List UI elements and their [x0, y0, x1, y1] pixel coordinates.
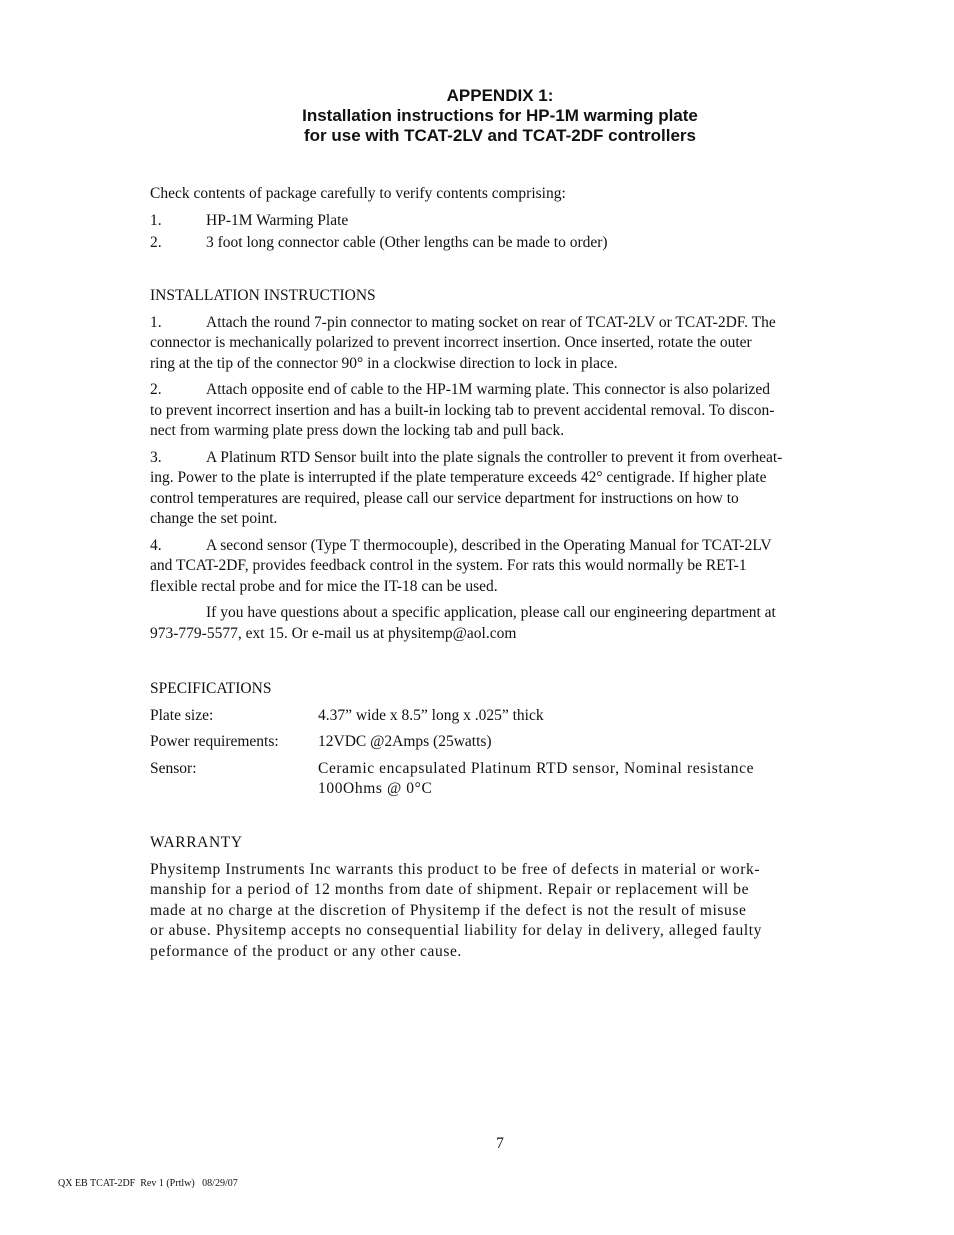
contents-item-text: HP-1M Warming Plate — [206, 211, 349, 229]
step-line: control temperatures are required, please call our service department for instructions on how to — [150, 489, 739, 507]
document-code: QX EB TCAT-2DF Rev 1 (Prtlw) 08/29/07 — [58, 1178, 238, 1189]
contents-item — [150, 211, 850, 232]
installation-step-3 — [150, 448, 850, 530]
spec-value: 100Ohms @ 0°C — [318, 780, 433, 797]
installation-section — [150, 286, 850, 644]
step-line: to prevent incorrect insertion and has a built-in locking tab to prevent accidental removal. To discon- — [150, 401, 775, 419]
step-line: A Platinum RTD Sensor built into the plate signals the controller to prevent it from overheat- — [206, 448, 783, 466]
installation-title: INSTALLATION INSTRUCTIONS — [150, 287, 376, 304]
page-number: 7 — [496, 1135, 504, 1152]
contact-paragraph — [150, 603, 850, 644]
step-line: A second sensor (Type T thermocouple), described in the Operating Manual for TCAT-2LV — [206, 536, 772, 554]
appendix-heading — [150, 86, 850, 146]
contents-item-number: 1. — [150, 211, 162, 229]
warranty-line: peformance of the product or any other cause. — [150, 942, 462, 960]
spec-label: Sensor: — [150, 759, 197, 777]
contents-item-number: 2. — [150, 234, 162, 251]
contents-item-text: 3 foot long connector cable (Other lengths can be made to order) — [206, 234, 608, 251]
warranty-section — [150, 833, 850, 962]
step-line: nect from warming plate press down the locking tab and pull back. — [150, 422, 565, 439]
step-line: flexible rectal probe and for mice the IT-18 can be used. — [150, 577, 498, 595]
step-number: 1. — [150, 313, 162, 331]
spec-row-sensor — [150, 759, 850, 800]
step-line: ing. Power to the plate is interrupted if the plate temperature exceeds 42° centigrade. If higher plate — [150, 469, 767, 486]
contents-section — [150, 184, 850, 254]
contact-line: 973-779-5577, ext 15. Or e-mail us at physitemp@aol.com — [150, 624, 517, 642]
contact-line: If you have questions about a specific application, please call our engineering department at — [206, 604, 776, 621]
installation-step-2 — [150, 380, 850, 442]
specifications-section — [150, 679, 850, 800]
contents-intro: Check contents of package carefully to verify contents comprising: — [150, 185, 566, 202]
step-line: connector is mechanically polarized to prevent incorrect insertion. Once inserted, rotate the outer — [150, 334, 752, 351]
step-number: 3. — [150, 448, 162, 466]
installation-step-4 — [150, 536, 850, 598]
step-number: 2. — [150, 381, 162, 398]
step-number: 4. — [150, 536, 162, 554]
step-line: ring at the tip of the connector 90° in a clockwise direction to lock in place. — [150, 354, 618, 372]
spec-label: Plate size: — [150, 706, 214, 724]
spec-row-power — [150, 732, 850, 753]
warranty-line: manship for a period of 12 months from date of shipment. Repair or replacement will be — [150, 881, 750, 898]
warranty-line: or abuse. Physitemp accepts no consequential liability for delay in delivery, alleged faulty — [150, 922, 763, 939]
warranty-line: Physitemp Instruments Inc warrants this product to be free of defects in material or work- — [150, 860, 761, 878]
contents-item — [150, 233, 850, 254]
appendix-subtitle-line-1: Installation instructions for HP-1M warming plate — [302, 106, 698, 125]
appendix-title: APPENDIX 1: — [446, 86, 554, 105]
spec-value: 4.37” wide x 8.5” long x .025” thick — [318, 706, 544, 724]
spec-row-plate-size — [150, 706, 850, 727]
spec-value: Ceramic encapsulated Platinum RTD sensor, Nominal resistance — [318, 759, 755, 777]
step-line: Attach opposite end of cable to the HP-1M warming plate. This connector is also polarized — [206, 381, 771, 398]
warranty-line: made at no charge at the discretion of Physitemp if the defect is not the result of misuse — [150, 901, 747, 919]
spec-label: Power requirements: — [150, 733, 279, 750]
warranty-title: WARRANTY — [150, 834, 243, 851]
installation-step-1 — [150, 313, 850, 375]
specifications-title: SPECIFICATIONS — [150, 680, 272, 697]
step-line: and TCAT-2DF, provides feedback control in the system. For rats this would normally be RET-1 — [150, 557, 747, 574]
appendix-subtitle-line-2: for use with TCAT-2LV and TCAT-2DF controllers — [304, 126, 696, 145]
step-line: change the set point. — [150, 510, 278, 527]
spec-value: 12VDC @2Amps (25watts) — [318, 733, 492, 750]
step-line: Attach the round 7-pin connector to mating socket on rear of TCAT-2LV or TCAT-2DF. The — [206, 313, 776, 331]
